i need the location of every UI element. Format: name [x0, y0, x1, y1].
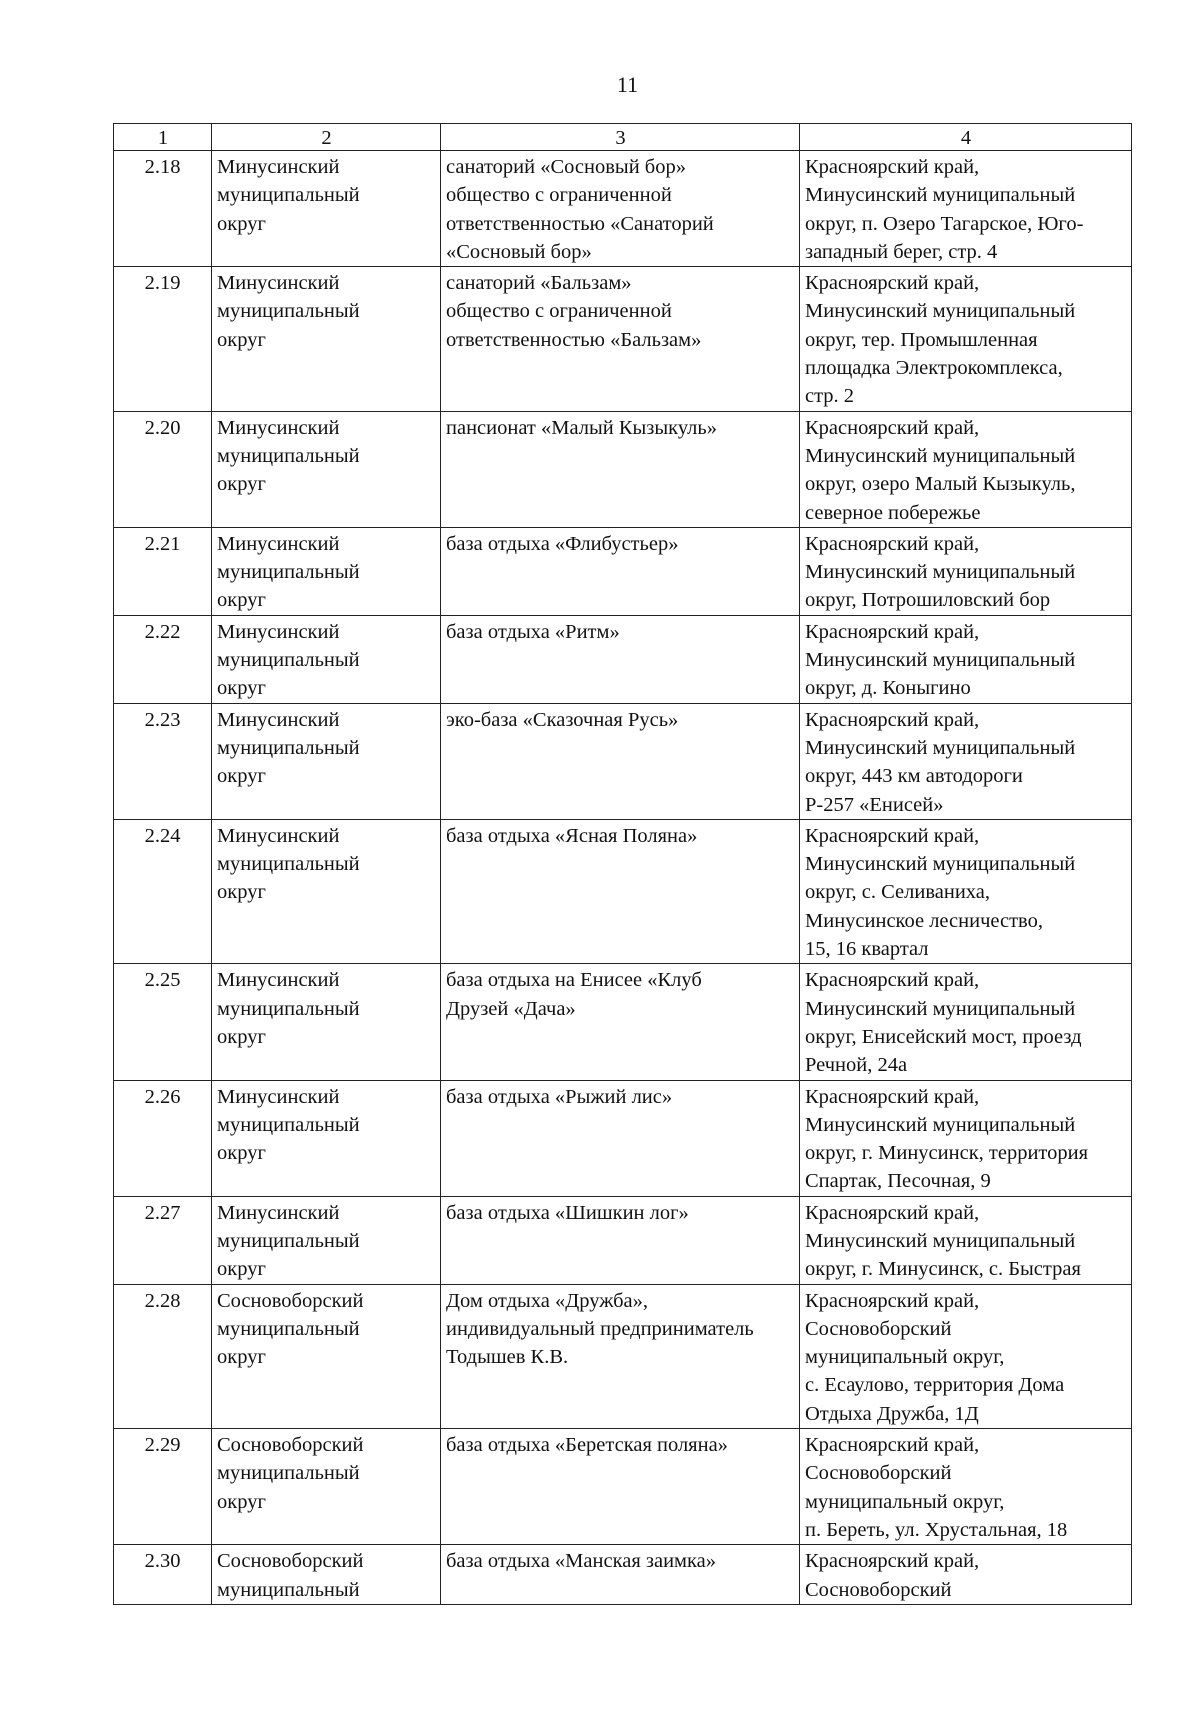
- row-number-cell: 2.25: [114, 964, 212, 1080]
- address-cell: Красноярский край, Сосновоборский муниципальный округ, п. Береть, ул. Хрустальная, 18: [800, 1429, 1132, 1545]
- row-number-cell: 2.30: [114, 1545, 212, 1605]
- district-cell: Минусинский муниципальный округ: [212, 151, 441, 267]
- column-number: 2: [212, 124, 441, 151]
- row-number-cell: 2.19: [114, 267, 212, 411]
- table-row: [114, 1429, 1132, 1545]
- column-number: 3: [441, 124, 800, 151]
- facility-name-cell: эко-база «Сказочная Русь»: [441, 703, 800, 819]
- table-body: [114, 124, 1132, 1605]
- row-number-cell: 2.21: [114, 527, 212, 615]
- address-cell: Красноярский край, Минусинский муниципальный округ, д. Коныгино: [800, 615, 1132, 703]
- table-row: [114, 819, 1132, 963]
- row-number-cell: 2.23: [114, 703, 212, 819]
- table-row: [114, 703, 1132, 819]
- address-cell: Красноярский край, Минусинский муниципальный округ, г. Минусинск, территория Спартак, Песочная, 9: [800, 1080, 1132, 1196]
- column-number: 4: [800, 124, 1132, 151]
- district-cell: Минусинский муниципальный округ: [212, 1080, 441, 1196]
- row-number-cell: 2.26: [114, 1080, 212, 1196]
- district-cell: Минусинский муниципальный округ: [212, 819, 441, 963]
- address-cell: Красноярский край, Минусинский муниципальный округ, п. Озеро Тагарское, Юго- западный берег, стр. 4: [800, 151, 1132, 267]
- facility-name-cell: база отдыха «Ясная Поляна»: [441, 819, 800, 963]
- facility-name-cell: пансионат «Малый Кызыкуль»: [441, 411, 800, 527]
- row-number-cell: 2.18: [114, 151, 212, 267]
- table-row: [114, 1284, 1132, 1428]
- district-cell: Сосновоборский муниципальный округ: [212, 1284, 441, 1428]
- facility-name-cell: база отдыха «Ритм»: [441, 615, 800, 703]
- facility-name-cell: база отдыха «Манская заимка»: [441, 1545, 800, 1605]
- address-cell: Красноярский край, Минусинский муниципальный округ, 443 км автодороги Р-257 «Енисей»: [800, 703, 1132, 819]
- district-cell: Минусинский муниципальный округ: [212, 703, 441, 819]
- row-number-cell: 2.28: [114, 1284, 212, 1428]
- district-cell: Сосновоборский муниципальный округ: [212, 1429, 441, 1545]
- table-row: [114, 411, 1132, 527]
- facility-name-cell: Дом отдыха «Дружба», индивидуальный предприниматель Тодышев К.В.: [441, 1284, 800, 1428]
- row-number-cell: 2.22: [114, 615, 212, 703]
- district-cell: Минусинский муниципальный округ: [212, 615, 441, 703]
- column-number-row: [114, 124, 1132, 151]
- column-number: 1: [114, 124, 212, 151]
- district-cell: Минусинский муниципальный округ: [212, 1196, 441, 1284]
- address-cell: Красноярский край, Сосновоборский: [800, 1545, 1132, 1605]
- table-row: [114, 527, 1132, 615]
- facility-name-cell: база отдыха «Рыжий лис»: [441, 1080, 800, 1196]
- facility-name-cell: база отдыха «Беретская поляна»: [441, 1429, 800, 1545]
- table-row: [114, 1545, 1132, 1605]
- row-number-cell: 2.27: [114, 1196, 212, 1284]
- district-cell: Минусинский муниципальный округ: [212, 411, 441, 527]
- district-cell: Минусинский муниципальный округ: [212, 267, 441, 411]
- address-cell: Красноярский край, Минусинский муниципальный округ, озеро Малый Кызыкуль, северное побережье: [800, 411, 1132, 527]
- facility-name-cell: база отдыха «Флибустьер»: [441, 527, 800, 615]
- facilities-table: [113, 123, 1132, 1605]
- row-number-cell: 2.24: [114, 819, 212, 963]
- facility-name-cell: санаторий «Сосновый бор» общество с ограниченной ответственностью «Санаторий «Сосновый бор»: [441, 151, 800, 267]
- district-cell: Минусинский муниципальный округ: [212, 964, 441, 1080]
- address-cell: Красноярский край, Сосновоборский муниципальный округ, с. Есаулово, территория Дома Отдыха Дружба, 1Д: [800, 1284, 1132, 1428]
- table-row: [114, 151, 1132, 267]
- address-cell: Красноярский край, Минусинский муниципальный округ, тер. Промышленная площадка Электрокомплекса, стр. 2: [800, 267, 1132, 411]
- address-cell: Красноярский край, Минусинский муниципальный округ, с. Селиваниха, Минусинское лесничество, 15, 16 квартал: [800, 819, 1132, 963]
- table-row: [114, 615, 1132, 703]
- district-cell: Минусинский муниципальный округ: [212, 527, 441, 615]
- district-cell: Сосновоборский муниципальный: [212, 1545, 441, 1605]
- table-row: [114, 1080, 1132, 1196]
- page-number: 11: [616, 72, 639, 97]
- address-cell: Красноярский край, Минусинский муниципальный округ, Енисейский мост, проезд Речной, 24а: [800, 964, 1132, 1080]
- facility-name-cell: санаторий «Бальзам» общество с ограниченной ответственностью «Бальзам»: [441, 267, 800, 411]
- table-row: [114, 267, 1132, 411]
- row-number-cell: 2.29: [114, 1429, 212, 1545]
- facility-name-cell: база отдыха на Енисее «Клуб Друзей «Дача»: [441, 964, 800, 1080]
- address-cell: Красноярский край, Минусинский муниципальный округ, Потрошиловский бор: [800, 527, 1132, 615]
- row-number-cell: 2.20: [114, 411, 212, 527]
- address-cell: Красноярский край, Минусинский муниципальный округ, г. Минусинск, с. Быстрая: [800, 1196, 1132, 1284]
- table-row: [114, 1196, 1132, 1284]
- table-row: [114, 964, 1132, 1080]
- facility-name-cell: база отдыха «Шишкин лог»: [441, 1196, 800, 1284]
